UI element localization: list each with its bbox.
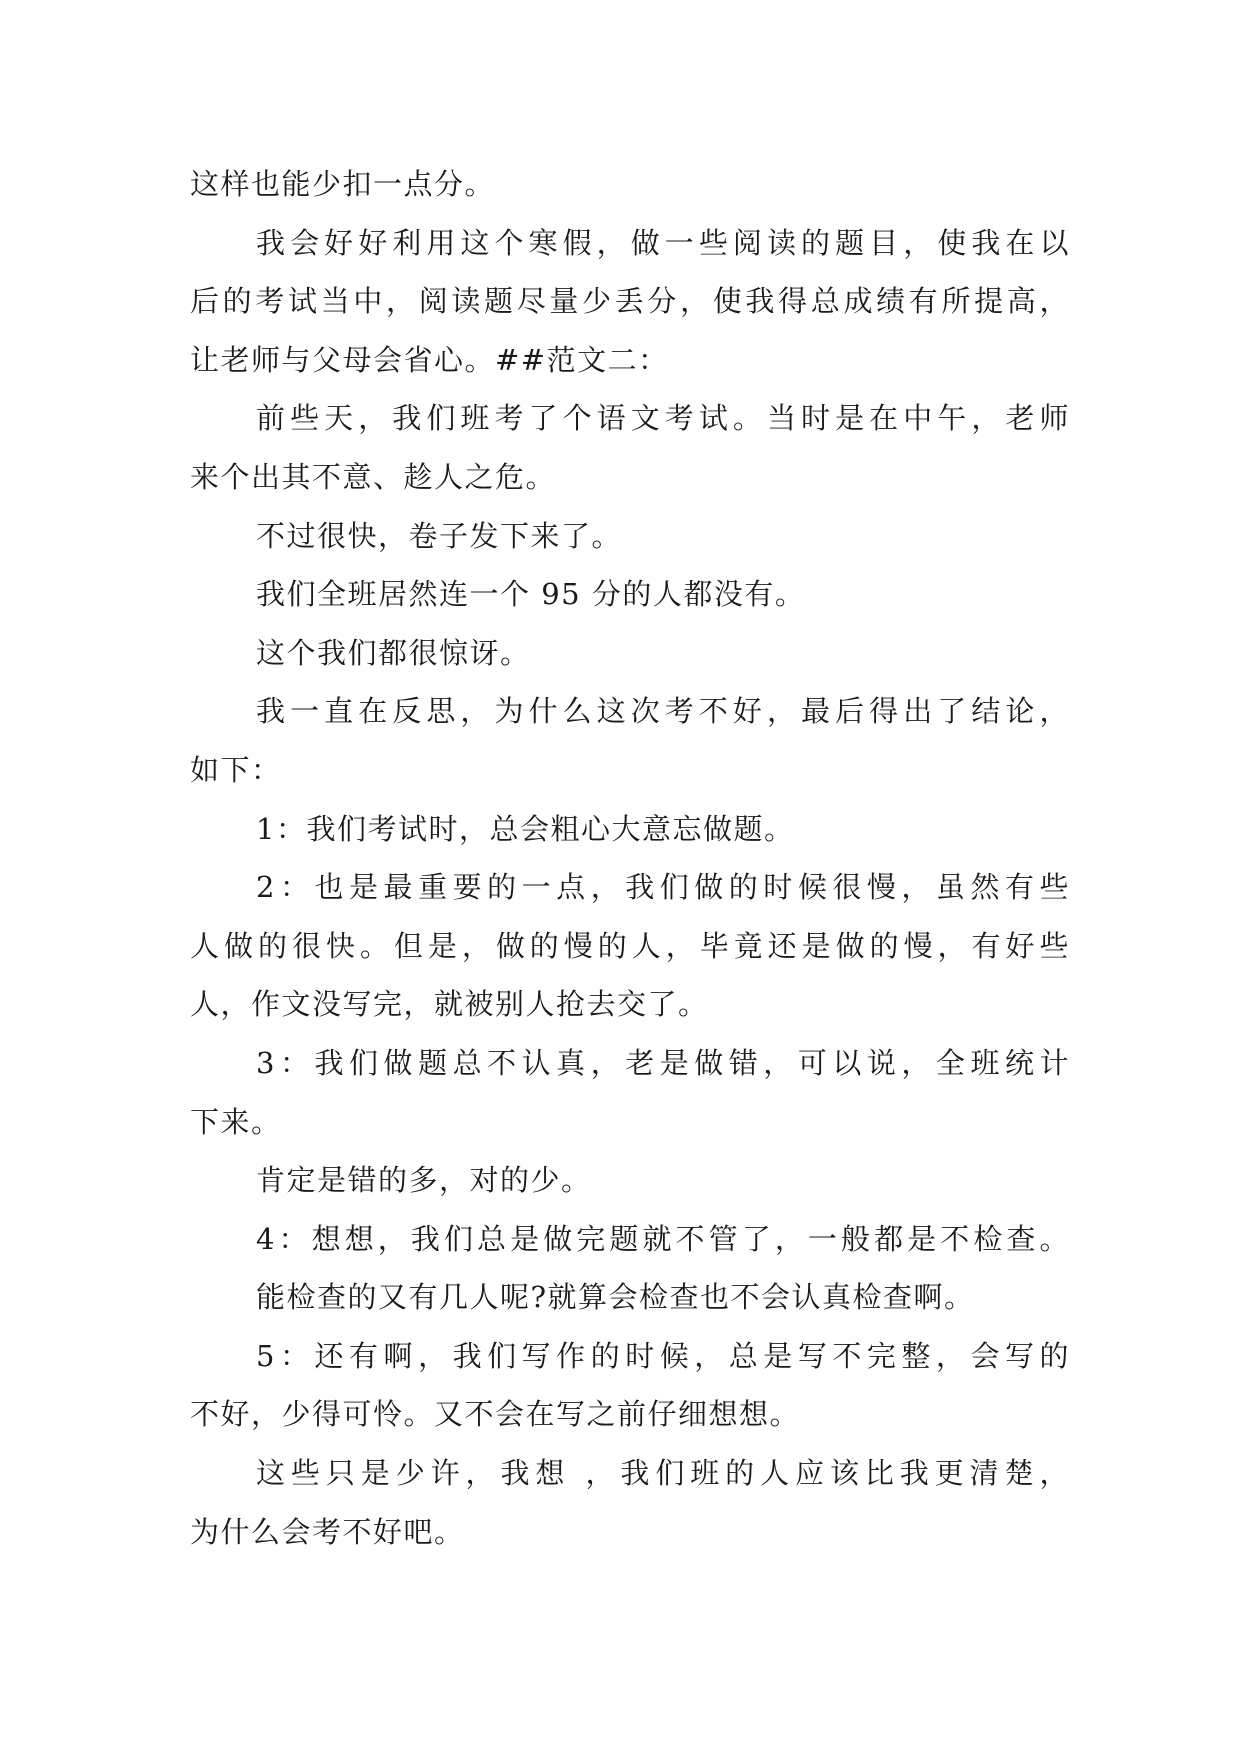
text-line: 这样也能少扣一点分。	[190, 167, 496, 201]
text-line: 3：我们做题总不认真，老是做错，可以说，全班统计	[256, 1045, 1070, 1080]
text-line: 肯定是错的多，对的少。	[256, 1163, 592, 1198]
text-line: 这个我们都很惊讶。	[256, 635, 531, 670]
text-line: 让老师与父母会省心。##范文二：	[190, 342, 669, 377]
text-line: 不过很快，卷子发下来了。	[256, 518, 623, 553]
text-line: 2：也是最重要的一点，我们做的时候很慢，虽然有些	[256, 870, 1070, 905]
text-line: 能检查的又有几人呢?就算会检查也不会认真检查啊。	[256, 1280, 975, 1315]
text-line: 1：我们考试时，总会粗心大意忘做题。	[256, 811, 795, 846]
text-line: 前些天，我们班考了个语文考试。当时是在中午，老师	[256, 401, 1070, 436]
text-line: 我一直在反思，为什么这次考不好，最后得出了结论，	[256, 694, 1070, 729]
text-line: 4：想想，我们总是做完题就不管了，一般都是不检查。	[256, 1221, 1070, 1256]
text-line: 后的考试当中，阅读题尽量少丢分，使我得总成绩有所提高，	[190, 284, 1070, 319]
text-line: 我会好好利用这个寒假，做一些阅读的题目，使我在以	[256, 225, 1070, 260]
text-line: 下来。	[190, 1104, 282, 1139]
text-line: 这些只是少许，我想 ，我们班的人应该比我更清楚，	[256, 1456, 1070, 1491]
text-line: 我们全班居然连一个 95 分的人都没有。	[256, 577, 806, 612]
text-line: 人，作文没写完，就被别人抢去交了。	[190, 987, 709, 1022]
text-line: 不好，少得可怜。又不会在写之前仔细想想。	[190, 1397, 801, 1432]
text-line: 人做的很快。但是，做的慢的人，毕竟还是做的慢，有好些	[190, 928, 1070, 963]
text-line: 为什么会考不好吧。	[190, 1514, 465, 1549]
text-line: 来个出其不意、趁人之危。	[190, 459, 557, 494]
text-line: 如下：	[190, 752, 282, 787]
text-line: 5：还有啊，我们写作的时候，总是写不完整，会写的	[256, 1338, 1070, 1373]
document-body	[190, 155, 1070, 1561]
